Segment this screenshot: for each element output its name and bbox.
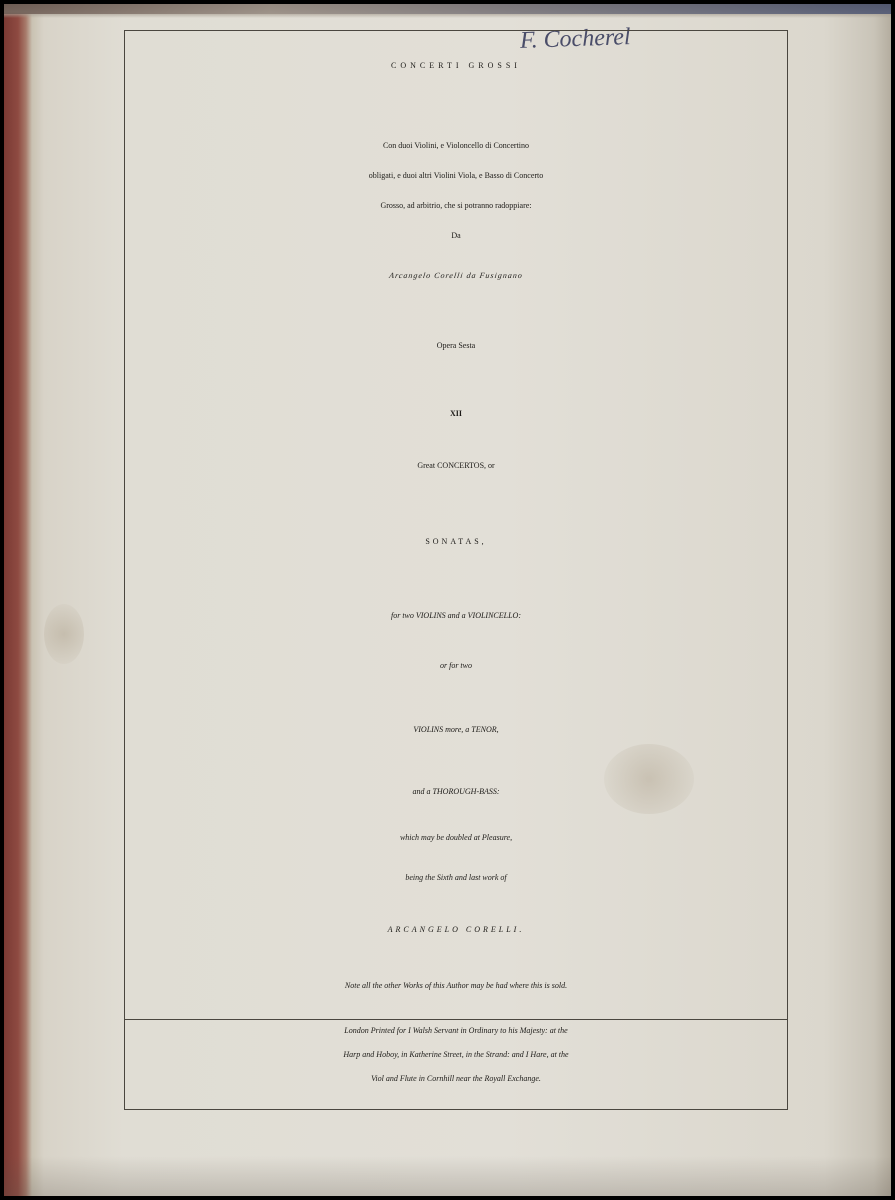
subtitle-line-2: obligati, e duoi altri Violini Viola, e Basso di Concerto: [368, 171, 544, 180]
scoring-line-5: which may be doubled at Pleasure,: [399, 833, 513, 842]
opus-number: Opera Sesta: [436, 341, 476, 350]
composer-name: ARCANGELO CORELLI.: [387, 925, 525, 934]
da-label: Da: [451, 231, 461, 240]
title-page-photo: [4, 4, 891, 1196]
english-title-line-2: SONATAS,: [425, 537, 487, 546]
scoring-line-1: for two VIOLINS and a VIOLINCELLO:: [390, 611, 521, 620]
owner-signature: F. Cocherel: [519, 24, 632, 54]
composer-script-name: Arcangelo Corelli da Fusignano: [388, 271, 524, 280]
foxing-stain: [44, 604, 84, 664]
scoring-line-4: and a THOROUGH-BASS:: [412, 787, 500, 796]
imprint-line-1: London Printed for I Walsh Servant in Ordinary to his Majesty: at the: [344, 1026, 568, 1035]
sales-note: Note all the other Works of this Author may be had where this is sold.: [344, 981, 568, 990]
scoring-line-2: or for two: [439, 661, 472, 670]
page-top-edge: [4, 4, 891, 14]
scoring-line-6: being the Sixth and last work of: [405, 873, 507, 882]
imprint-line-3: Viol and Flute in Cornhill near the Royall Exchange.: [371, 1074, 541, 1083]
english-title-line-1: Great CONCERTOS, or: [417, 461, 495, 470]
scoring-line-3: VIOLINS more, a TENOR,: [413, 725, 499, 734]
italian-title: CONCERTI GROSSI: [391, 61, 521, 70]
imprint-line-2: Harp and Hoboy, in Katherine Street, in the Strand: and I Hare, at the: [343, 1050, 569, 1059]
roman-numeral: XII: [449, 409, 462, 418]
engraved-plate: [124, 30, 788, 1110]
subtitle-line-3: Grosso, ad arbitrio, che si potranno radoppiare:: [380, 201, 532, 210]
subtitle-line-1: Con duoi Violini, e Violoncello di Concertino: [382, 141, 530, 150]
imprint-box: [124, 1019, 788, 1112]
